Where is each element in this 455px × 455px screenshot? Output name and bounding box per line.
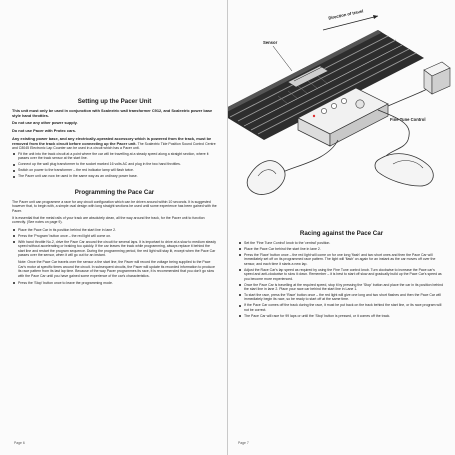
- racing-list: [238, 241, 445, 318]
- hand-throttle-left-icon: [247, 161, 285, 195]
- indicator-lamp-icon: [313, 115, 315, 117]
- stop-button-icon: [341, 98, 346, 103]
- existing-power-base: [12, 137, 217, 151]
- left-page: [0, 0, 227, 455]
- fine-tune-label: Fine Tune Control: [390, 117, 426, 122]
- racing-title: Racing against the Pace Car: [299, 230, 384, 237]
- list-item: Fit the unit into the track circuit at a point where the car will be travelling at a steady speed along a straight section, where it passes over the track sensor at the start line.: [12, 152, 217, 161]
- list-item: If the Pace Car comes off the track during the race, it must be put back on the track behind the start line, or its race program will not be correct.: [238, 303, 445, 312]
- no-other-power: Do not use any other power supply.: [12, 120, 78, 126]
- list-item: Place the Pace Car behind the start line in lane 2.: [238, 247, 445, 251]
- list-item: To start the race, press the 'Race' button once – the red light will give one long and two short flashes and then the Pace Car will immediately begin its race, so be ready to start off at the same time.: [238, 293, 445, 302]
- existing-power-base-tail: The Scalextric Tide Position Sound Control Centre and C8045 Electronic Lap Counter can be used in a circuit which has a Pacer unit.: [12, 141, 216, 151]
- program-intro: The Pacer unit can programme a race for any circuit configuration which can be driven around within 10 seconds. It is suggested however that, to begin with, a simple oval design with long straight sections be used until some experience has been gained with the Pacer.: [12, 199, 217, 213]
- sensor-label: Sensor: [263, 40, 278, 45]
- list-item: Press the 'Stop' button once to leave the programming mode.: [12, 281, 217, 285]
- program-title: Programming the Pace Car: [74, 188, 155, 196]
- list-item: The Pace Car will race for 99 laps or until the 'Stop' button is pressed, or it comes off the track.: [238, 314, 445, 318]
- list-item: Place the Pace Car in its position behind the start line in lane 2.: [12, 228, 217, 232]
- track-diagram: [228, 0, 455, 200]
- program-button-icon: [321, 108, 326, 113]
- list-item: Adjust the Race Car's lap speed as required by using the Fine Tune control knob. Turn clockwise to increase the Pace car's speed and anti-clockwise to slow it down. Remember – it is best to start off slow and gradually build up the Pace Car's speed as you become more experienced.: [238, 268, 445, 281]
- existing-power-base-text: Any existing power base, and any electrically-operated accessory which is powered from the track, must be removed from the track circuit before connecting up the Pacer unit.: [12, 135, 212, 146]
- race-button-icon: [331, 103, 336, 108]
- setup-title: Setting up the Pacer Unit: [77, 98, 152, 105]
- list-item: Connect up the wall plug transformer to the socket marked 16 volts AC and plug in the two hand throttles.: [12, 162, 217, 166]
- list-item: Set the 'Fine Tune Control' knob to the 'central' position.: [238, 241, 445, 245]
- list-item: Press the 'Program' button once – the red light will come on.: [12, 234, 217, 238]
- no-protec: Do not use Pacer with Protec cars.: [12, 128, 76, 134]
- setup-warning: This unit must only be used in conjunction with Scalextric wall transformer C912, and Scalextric power base style hand throttles.: [12, 108, 213, 118]
- direction-label: Direction of travel: [327, 8, 364, 21]
- list-item: With hand throttle No.2, drive the Pace Car around the circuit for several laps. It is important to drive at a slow to medium steady speed without accelerating or braking too quickly. If the car leaves the track while programming, always replace it behind the start line and restart the program sequence. During the programming period, the red light will stay lit, except when the Pace Car passes over the sensor, when it will go out for an instant.: [12, 240, 217, 258]
- right-page: [238, 230, 445, 321]
- page-number-left: Page 6: [14, 441, 25, 445]
- fine-tune-knob-icon: [356, 100, 364, 108]
- hand-throttle-right-icon: [375, 154, 433, 186]
- wall-transformer-icon: [424, 62, 450, 94]
- program-list: [12, 228, 217, 258]
- page-number-right: Page 7: [238, 441, 249, 445]
- list-item: Press the 'Race' button once – the red light will come on for one long 'flash' and two short ones and then the Pace Car will immediately set off on its programmed race pattern. The light will 'flash' on again for an instant as the car moves off over the sensor, and each time it starts a new lap.: [238, 253, 445, 266]
- list-item: Once the Pace Car is travelling at the required speed, stop it by pressing the 'Stop' button and place the car in its position behind the start line in lane 2. Place your race car behind the start line in Lane 1.: [238, 283, 445, 292]
- program-note: Note: Once the Pace Car travels over the sensor a the start line, the Pacer will record the voltage being supplied to the Pace Car's motor at specific times around the circuit. In subsequent circuits, the Pacer will update its recorded information to produce its race pattern from its last lap time. Because of the way Pacer programmes its race, it is recommended that you don't go slow with the Pace Car until you have gained some experience of the car's characteristics.: [18, 260, 215, 278]
- pacer-illustration: [228, 0, 455, 200]
- list-item: The Pacer unit can now be used in the same way as an ordinary power base.: [12, 174, 217, 178]
- setup-list: [12, 152, 217, 179]
- sensor-pointer: [273, 46, 292, 71]
- program-final-list: [12, 281, 217, 285]
- program-intro-2: It is essential that the metal rails of your track are absolutely clean, all the way around the track, for the Pacer unit to function correctly. (See notes on page 9).: [12, 215, 205, 225]
- list-item: Switch on power to the transformer – the red indicator lamp will flash twice.: [12, 168, 217, 172]
